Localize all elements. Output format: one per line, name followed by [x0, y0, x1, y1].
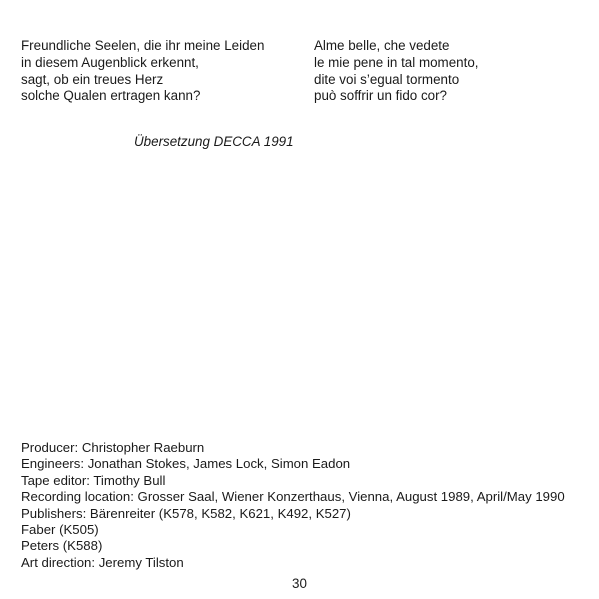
poem-italian-line: dite voi s’egual tormento	[314, 71, 460, 87]
credit-line: Faber (K505)	[21, 522, 99, 538]
credit-line: Tape editor: Timothy Bull	[21, 472, 166, 488]
poem-german-line: solche Qualen ertragen kann?	[21, 88, 201, 104]
credit-line: Producer: Christopher Raeburn	[21, 440, 205, 455]
poem-italian	[314, 38, 479, 105]
production-credits	[21, 440, 565, 571]
credit-line: Engineers: Jonathan Stokes, James Lock, Simon Eadon	[21, 456, 351, 472]
poem-italian-line: le mie pene in tal momento,	[314, 54, 479, 70]
poem-german-line: sagt, ob ein treues Herz	[21, 71, 164, 87]
poem-italian-line: può soffrir un fido cor?	[314, 88, 447, 104]
poem-german-line: Freundliche Seelen, die ihr meine Leiden	[21, 38, 265, 53]
credit-line: Art direction: Jeremy Tilston	[21, 554, 184, 570]
credit-line: Publishers: Bärenreiter (K578, K582, K621, K492, K527)	[21, 505, 351, 521]
credit-line: Peters (K588)	[21, 538, 103, 554]
poem-german-line: in diesem Augenblick erkennt,	[21, 54, 199, 70]
poem-german	[21, 38, 264, 105]
poem-italian-line: Alme belle, che vedete	[314, 38, 450, 53]
translation-credit: Übersetzung DECCA 1991	[134, 134, 294, 149]
credit-line: Recording location: Grosser Saal, Wiener Konzerthaus, Vienna, August 1989, April/May 1990	[21, 489, 565, 505]
page-number: 30	[292, 576, 307, 591]
